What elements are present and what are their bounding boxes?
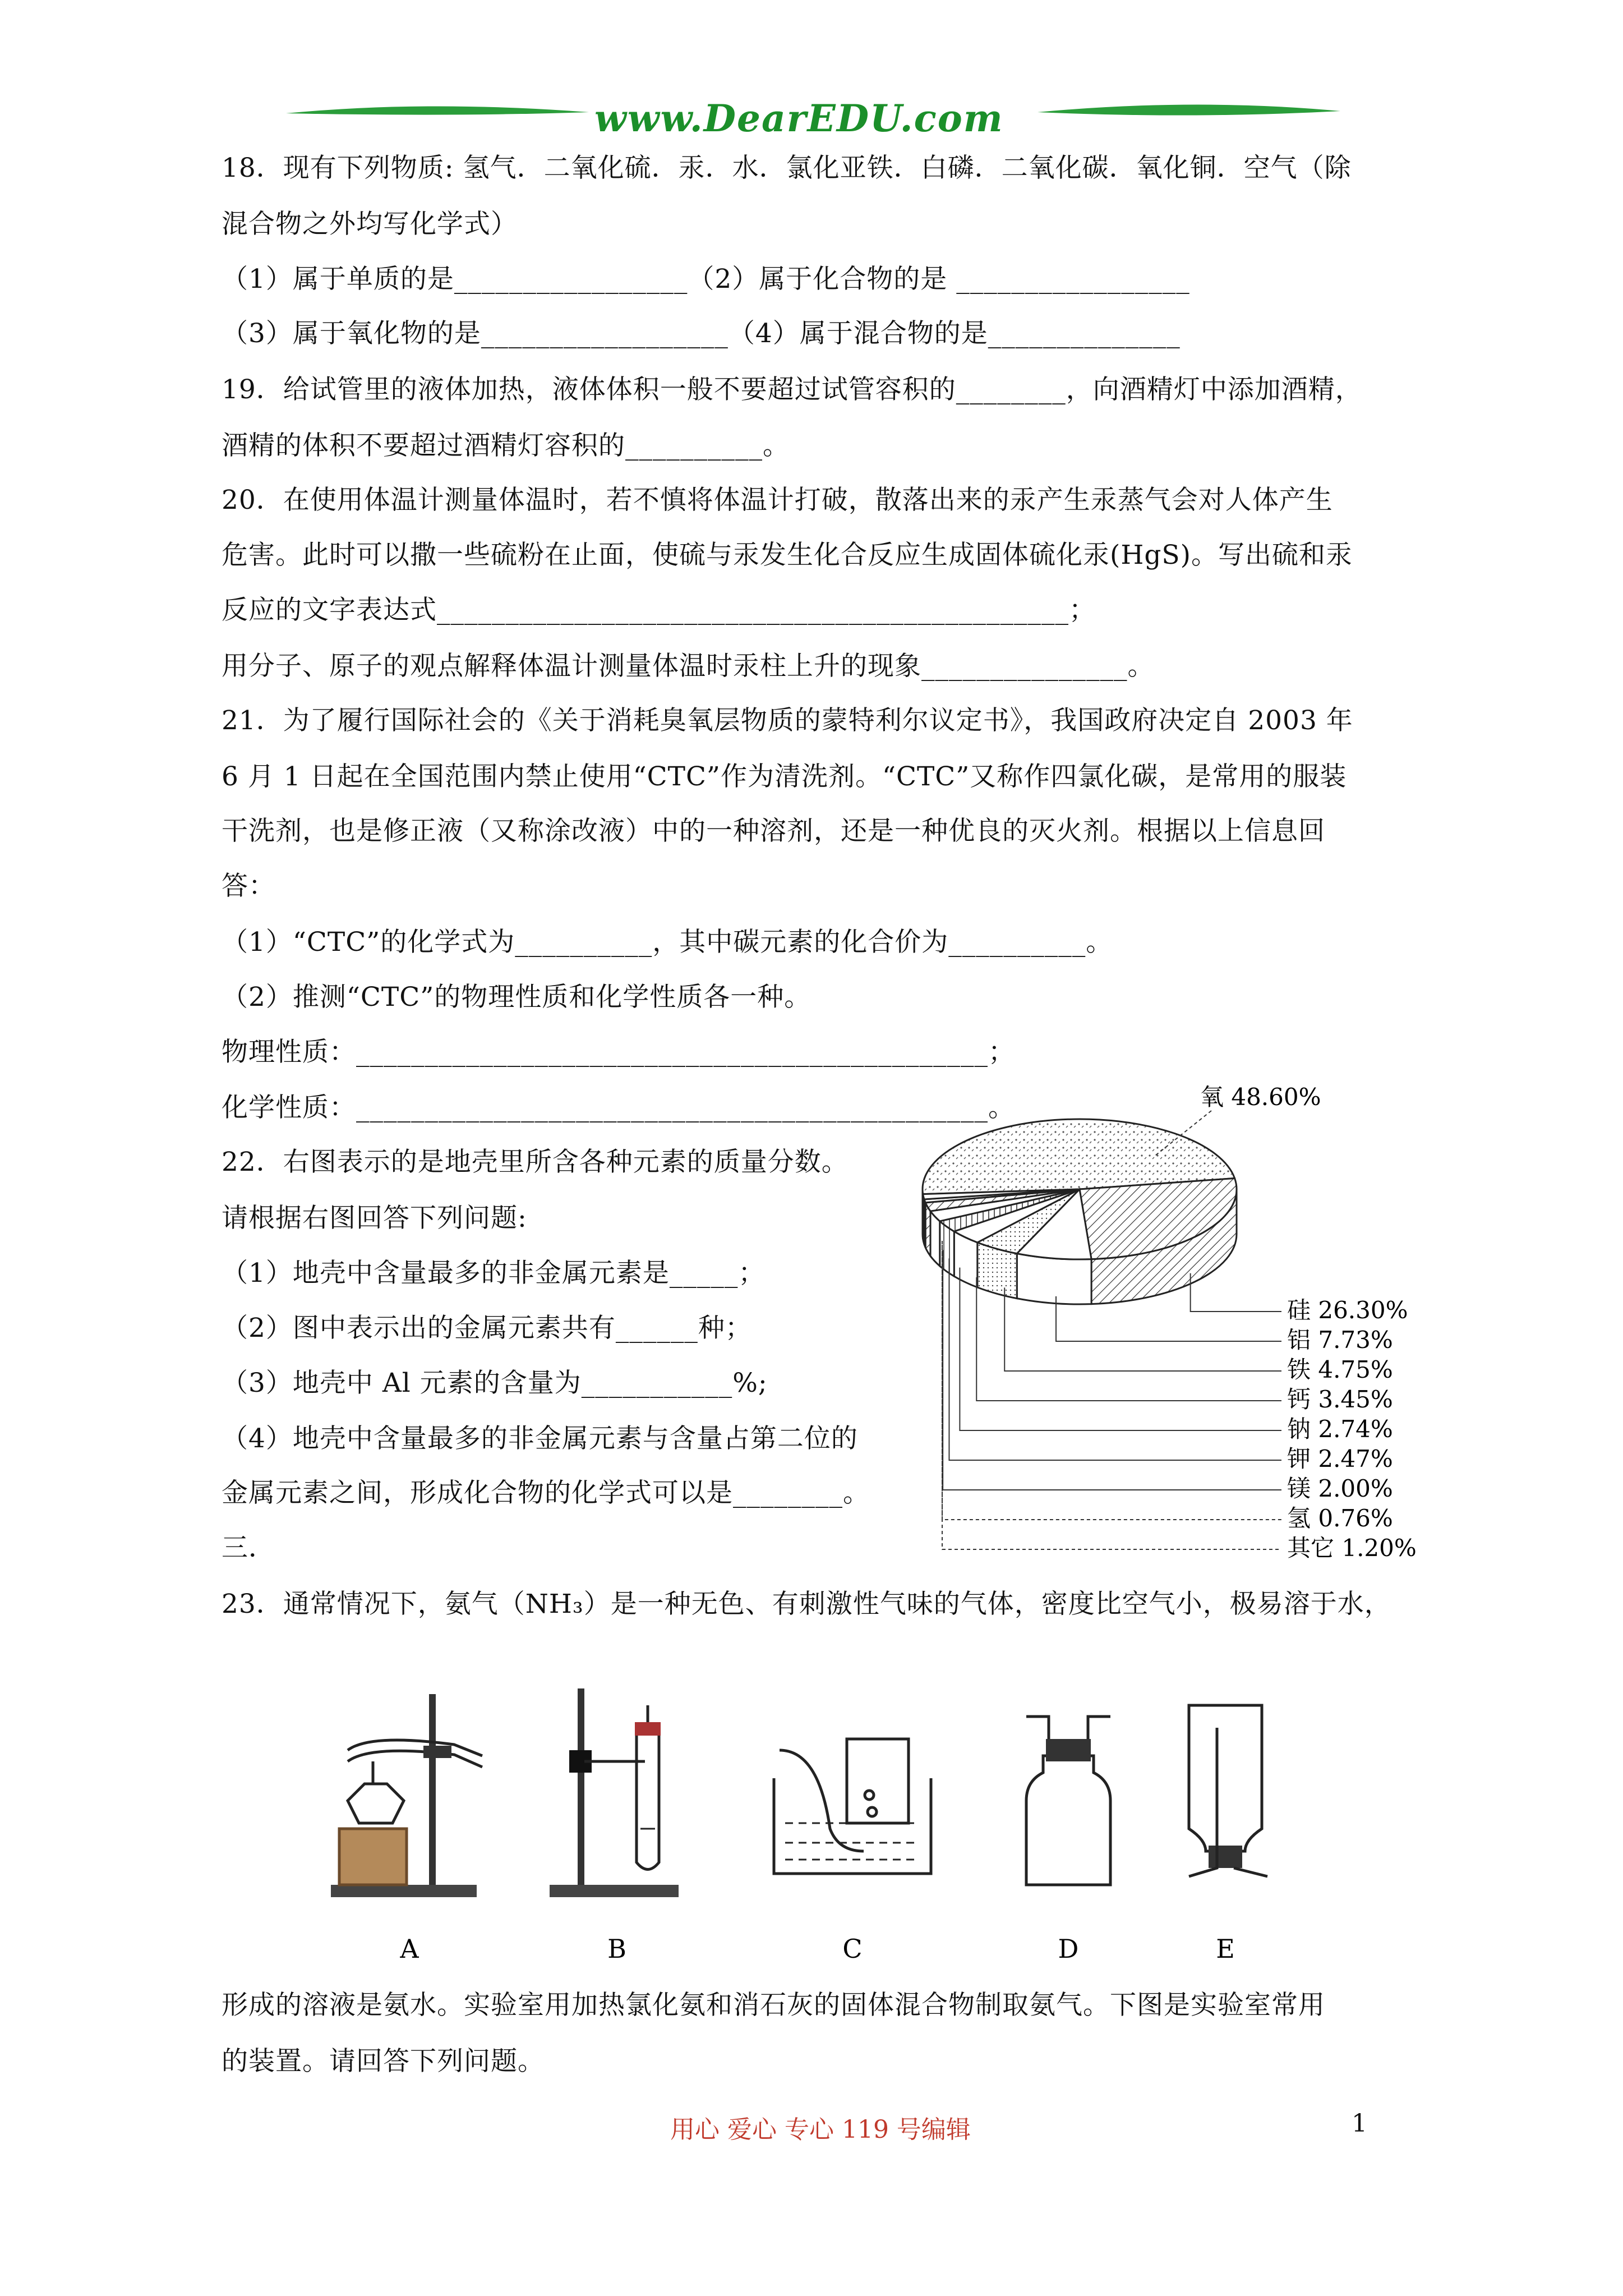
q23-line-3: 的装置。请回答下列问题。: [222, 2046, 545, 2077]
q22-line-7: 金属元素之间，形成化合物的化学式可以是________。: [222, 1478, 870, 1508]
lab-apparatus-figure: [314, 1683, 1368, 1980]
pie-leader-1: [1191, 1273, 1281, 1312]
pie-label-8: 氢 0.76%: [1287, 1504, 1393, 1532]
header-swoosh-right: [1038, 104, 1340, 115]
q22-line-3: （1）地壳中含量最多的非金属元素是_____；: [222, 1258, 766, 1289]
q20-line-3: 反应的文字表达式______________________________________________；: [222, 595, 1096, 625]
q21-line-8: 化学性质：______________________________________________。: [222, 1092, 1015, 1123]
pie-label-7: 镁 2.00%: [1287, 1475, 1393, 1502]
pie-label-3: 铁 4.75%: [1287, 1356, 1393, 1383]
page-number: 1: [1352, 2109, 1367, 2138]
apparatus-label-e: E: [1216, 1934, 1235, 1964]
q21-line-4: 答：: [222, 871, 275, 901]
q18-line-2: 混合物之外均写化学式）: [222, 209, 518, 240]
q18-line-3: （1）属于单质的是_________________（2）属于化合物的是 _________________: [222, 264, 1190, 295]
pie-side-2: [1017, 1254, 1091, 1304]
q22-line-4: （2）图中表示出的金属元素共有______种；: [222, 1313, 752, 1343]
pie-label-4: 钙 3.45%: [1287, 1386, 1393, 1413]
apparatus-label-d: D: [1058, 1934, 1079, 1964]
footer-text: 用心 爱心 专心 119 号编辑: [670, 2115, 971, 2144]
apparatus-b: [550, 1688, 679, 1897]
apparatus-label-c: C: [842, 1934, 863, 1964]
q21-line-3: 干洗剂，也是修正液（又称涂改液）中的一种溶剂，还是一种优良的灭火剂。根据以上信息回: [222, 816, 1325, 846]
q20-line-1: 20．在使用体温计测量体温时，若不慎将体温计打破，散落出来的汞产生汞蒸气会对人体产生: [222, 485, 1333, 516]
q18-line-1: 18．现有下列物质: 氢气．二氧化硫．汞．水．氯化亚铁．白磷．二氧化碳．氧化铜．空气（除: [222, 153, 1352, 183]
apparatus-label-b: B: [607, 1934, 626, 1964]
site-logo: www.DearEDU.com: [594, 96, 1004, 140]
q22-line-1: 22．右图表示的是地壳里所含各种元素的质量分数。: [222, 1147, 849, 1177]
pie-side-9: [923, 1194, 924, 1244]
q19-line-1: 19．给试管里的液体加热，液体体积一般不要超过试管容积的________，向酒精灯中添加酒精，: [222, 374, 1362, 405]
q20-line-4: 用分子、原子的观点解释体温计测量体温时汞柱上升的现象_______________。: [222, 651, 1155, 682]
q21-line-1: 21．为了履行国际社会的《关于消耗臭氧层物质的蒙特利尔议定书》，我国政府决定自 2003 年: [222, 705, 1353, 736]
q21-line-7: 物理性质：______________________________________________；: [222, 1037, 1015, 1068]
header-swoosh-left: [286, 106, 589, 114]
q19-line-2: 酒精的体积不要超过酒精灯容积的__________。: [222, 430, 790, 461]
q23-line-1: 23．通常情况下，氨气（NH₃）是一种无色、有刺激性气味的气体，密度比空气小，极易溶于水，: [222, 1589, 1391, 1619]
apparatus-d: [1026, 1717, 1110, 1885]
pie-label-0: 氧 48.60%: [1200, 1083, 1321, 1111]
pie-label-6: 钾 2.47%: [1287, 1445, 1393, 1473]
apparatus-a: [331, 1694, 482, 1897]
crust-element-pie-chart: [920, 1083, 1424, 1576]
pie-label-9: 其它 1.20%: [1287, 1534, 1417, 1562]
pie-label-5: 钠 2.74%: [1287, 1415, 1393, 1443]
pie-body: [923, 1119, 1237, 1304]
pie-label-1: 硅 26.30%: [1287, 1296, 1408, 1324]
pie-label-2: 铝 7.73%: [1287, 1326, 1393, 1354]
q22-line-5: （3）地壳中 Al 元素的含量为___________%;: [222, 1368, 768, 1398]
q22-line-6: （4）地壳中含量最多的非金属元素与含量占第二位的: [222, 1423, 858, 1454]
q20-line-2: 危害。此时可以撒一些硫粉在止面，使硫与汞发生化合反应生成固体硫化汞(HgS)。写出硫和汞: [222, 540, 1353, 570]
q18-line-4: （3）属于氧化物的是__________________（4）属于混合物的是______________: [222, 318, 1181, 349]
section-three: 三．: [222, 1533, 275, 1563]
q21-line-6: （2）推测“CTC”的物理性质和化学性质各一种。: [222, 982, 811, 1013]
apparatus-e: [1189, 1705, 1267, 1876]
q23-line-2: 形成的溶液是氨水。实验室用加热氯化氨和消石灰的固体混合物制取氨气。下图是实验室常用: [222, 1990, 1325, 2021]
q22-line-2: 请根据右图回答下列问题:: [222, 1203, 527, 1234]
apparatus-label-a: A: [400, 1934, 419, 1964]
q21-line-2: 6 月 1 日起在全国范围内禁止使用“CTC”作为清洗剂。“CTC”又称作四氯化碳，是常用的服装: [222, 761, 1347, 792]
apparatus-c: [774, 1739, 931, 1874]
q21-line-5: （1）“CTC”的化学式为__________，其中碳元素的化合价为__________。: [222, 927, 1113, 958]
